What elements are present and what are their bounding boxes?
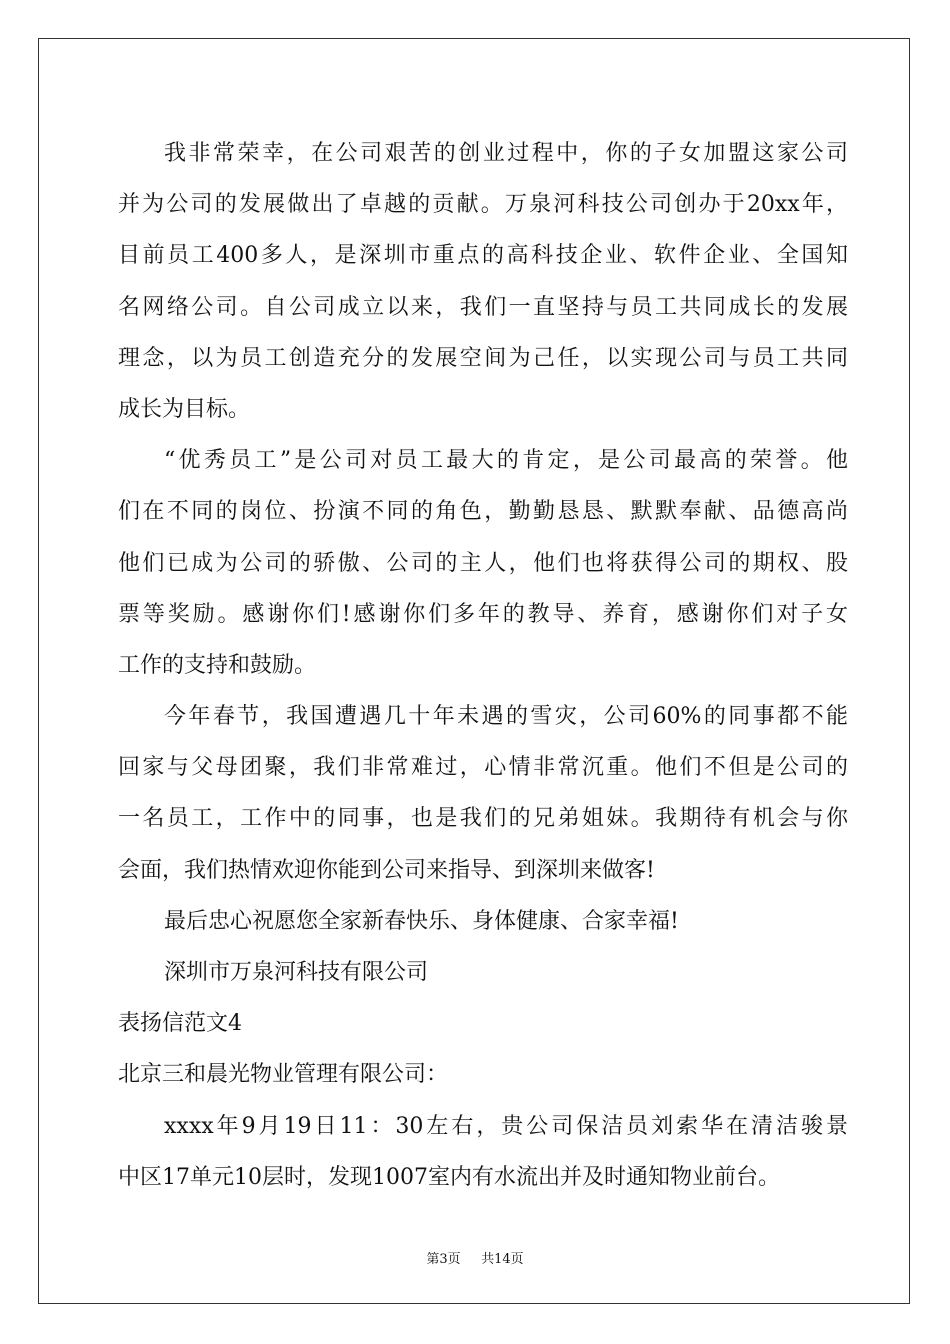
text-line: 们在不同的岗位、扮演不同的角色，勤勤恳恳、默默奉献、品德高尚 (118, 499, 848, 525)
text-line: 我非常荣幸，在公司艰苦的创业过程中，你的子女加盟这家公司 (164, 141, 848, 166)
text-line: 成长为目标。 (118, 396, 251, 422)
text-line: 回家与父母团聚，我们非常难过，心情非常沉重。他们不但是公司的 (118, 755, 848, 781)
closing-wish: 最后忠心祝愿您全家新春快乐、身体健康、合家幸福! (164, 908, 679, 934)
section-heading: 表扬信范文4 (118, 1011, 242, 1037)
signature-company: 深圳市万泉河科技有限公司 (164, 960, 429, 985)
text-line: 他们已成为公司的骄傲、公司的主人，他们也将获得公司的期权、股 (118, 550, 848, 576)
salutation: 北京三和晨光物业管理有限公司： (118, 1062, 449, 1088)
text-line: 中区17单元10层时，发现1007室内有水流出并及时通知物业前台。 (118, 1164, 780, 1190)
text-line: 理念，以为员工创造充分的发展空间为己任，以实现公司与员工共同 (118, 345, 848, 371)
text-line: 名网络公司。自公司成立以来，我们一直坚持与员工共同成长的发展 (118, 294, 848, 320)
text-line: 今年春节，我国遭遇几十年未遇的雪灾，公司60%的同事都不能 (164, 704, 848, 730)
text-line: xxxx年9月19日11：30左右，贵公司保洁员刘索华在清洁骏景 (164, 1113, 848, 1139)
text-line: 目前员工400多人，是深圳市重点的高科技企业、软件企业、全国知 (118, 243, 848, 269)
page-total: 共14页 (481, 1252, 524, 1267)
page-footer (0, 1248, 950, 1267)
page-number: 第3页 (426, 1252, 461, 1267)
text-line: 工作的支持和鼓励。 (118, 652, 317, 678)
document-body (118, 128, 848, 1203)
text-line: 票等奖励。感谢你们!感谢你们多年的教导、养育，感谢你们对子女 (118, 601, 848, 627)
text-line: 会面，我们热情欢迎你能到公司来指导、到深圳来做客! (118, 857, 655, 883)
text-line: 并为公司的发展做出了卓越的贡献。万泉河科技公司创办于20xx年， (118, 192, 848, 218)
text-line: “优秀员工”是公司对员工最大的肯定，是公司最高的荣誉。他 (164, 448, 848, 474)
text-line: 一名员工，工作中的同事，也是我们的兄弟姐妹。我期待有机会与你 (118, 806, 848, 832)
